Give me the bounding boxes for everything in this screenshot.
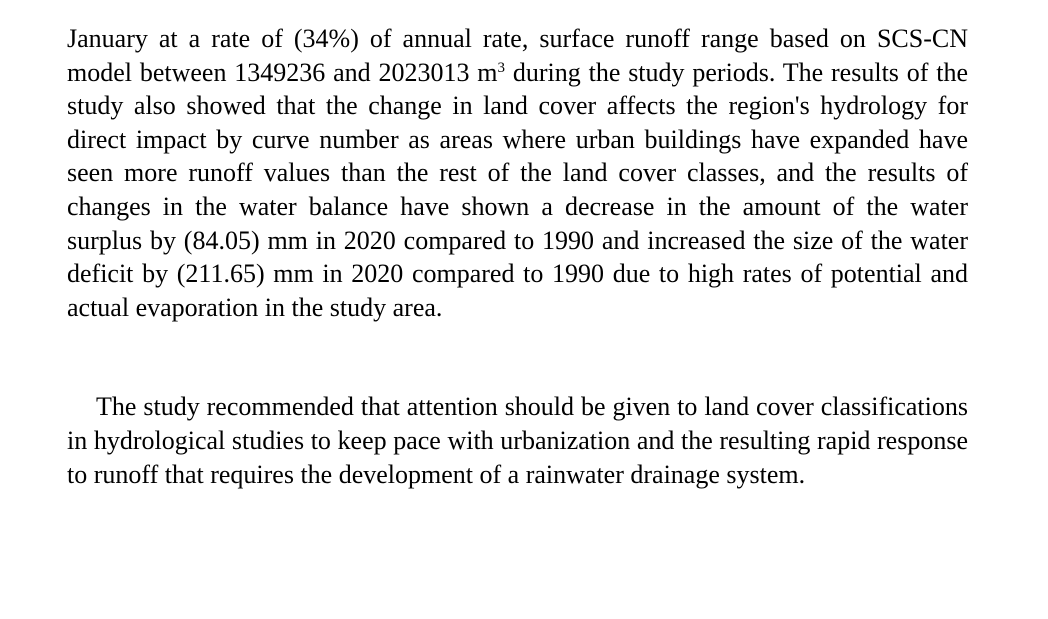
paragraph-results: [67, 22, 968, 324]
paragraph-results-text-end: during the study periods. The results of the study also showed that the change in land cover affects the region's hydrology for direct impact by curve number as areas where urban buildings have expanded have seen more runoff values than the rest of the land cover classes, and the results of changes in the water balance have shown a decrease in the amount of the water surplus by (84.05) mm in 2020 compared to 1990 and increased the size of the water deficit by (211.65) mm in 2020 compared to 1990 due to high rates of potential and actual evaporation in the study area.: [67, 57, 968, 322]
cubic-meter-superscript: 3: [497, 59, 506, 76]
document-page: [67, 22, 968, 491]
paragraph-recommendation: The study recommended that attention should be given to land cover classifications in hydrological studies to keep pace with urbanization and the resulting rapid response to runoff that requires the development of a rainwater drainage system.: [67, 392, 968, 489]
paragraph-results-text-start: January at a rate of (34%) of annual rate, surface runoff range based on SCS-CN model between 1349236 and 2023013 m: [67, 24, 968, 87]
